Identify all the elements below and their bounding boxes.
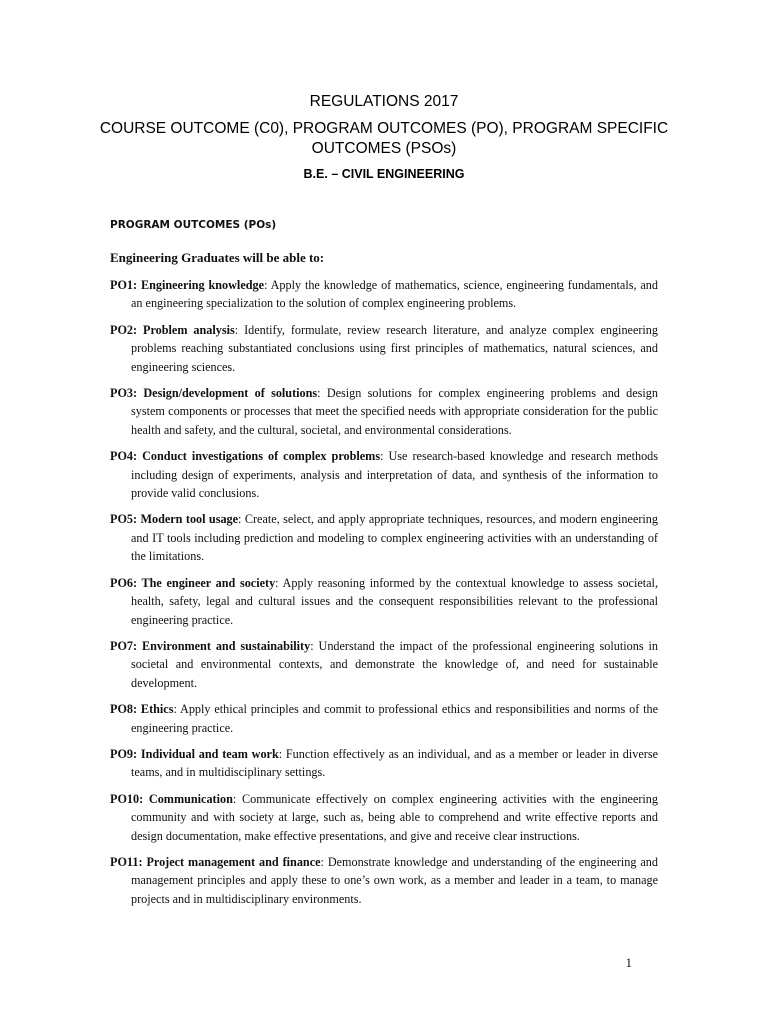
outcome-lead: PO11: Project management and finance	[110, 854, 321, 869]
program-outcome-item	[110, 574, 658, 629]
program-outcome-item	[110, 637, 658, 692]
outcome-lead: PO3: Design/development of solutions	[110, 386, 318, 401]
program-outcome-item	[110, 790, 658, 845]
outcome-text: : Demonstrate knowledge and understanding of the engineering and management principles and apply these to one’s own work, as a member and leader in a team, to manage projects and in multidisciplinary environments.	[131, 854, 658, 906]
outcome-lead: PO6: The engineer and society	[110, 575, 276, 590]
department-heading: B.E. – CIVIL ENGINEERING	[303, 167, 465, 181]
outcome-text: : Create, select, and apply appropriate techniques, resources, and modern engineering and IT tools including prediction and modeling to complex engineering activities with an understanding of the limitations.	[131, 512, 658, 564]
outcome-lead: PO5: Modern tool usage	[110, 512, 239, 527]
outcome-lead: PO1: Engineering knowledge	[110, 278, 265, 292]
outcome-text: : Communicate effectively on complex engineering activities with the engineering community and with society at large, such as, being able to comprehend and write effective reports and design documentation, make effective presentations, and give and receive clear instructions.	[131, 791, 658, 843]
program-outcome-item	[110, 745, 658, 782]
program-outcome-item	[110, 447, 658, 502]
outcome-text: : Apply the knowledge of mathematics, science, engineering fundamentals, and an engineering specialization to the solution of complex engineering problems.	[131, 278, 658, 311]
outcome-text: : Identify, formulate, review research literature, and analyze complex engineering problems reaching substantiated conclusions using first principles of mathematics, natural sciences, and engineering sciences.	[131, 322, 658, 374]
outcome-text: : Understand the impact of the professional engineering solutions in societal and environmental contexts, and demonstrate the knowledge of, and need for sustainable development.	[131, 638, 658, 690]
outcome-text: : Apply ethical principles and commit to professional ethics and responsibilities and norms of the engineering practice.	[131, 702, 659, 735]
outcome-lead: PO9: Individual and team work	[110, 746, 279, 761]
program-outcome-item	[110, 321, 658, 376]
outcome-lead: PO8: Ethics	[110, 702, 174, 717]
page-number: 1	[625, 955, 632, 970]
outcome-text: : Apply reasoning informed by the contextual knowledge to assess societal, health, safety, legal and cultural issues and the consequent responsibilities relevant to the professional engineering practice.	[131, 575, 658, 627]
outcome-lead: PO2: Problem analysis	[110, 322, 235, 337]
outcome-text: : Design solutions for complex engineering problems and design system components or processes that meet the specified needs with appropriate consideration for the public health and safety, and the cultural, societal, and environmental considerations.	[131, 386, 658, 437]
program-outcomes-list	[110, 276, 658, 916]
section-title: PROGRAM OUTCOMES (POs)	[110, 219, 277, 231]
program-outcome-item	[110, 510, 658, 565]
outcome-lead: PO10: Communication	[110, 791, 233, 806]
program-outcome-item	[110, 276, 658, 313]
program-outcome-item	[110, 700, 658, 737]
outcome-lead: PO7: Environment and sustainability	[110, 638, 311, 653]
outcome-lead: PO4: Conduct investigations of complex problems	[110, 449, 381, 464]
intro-text: Engineering Graduates will be able to:	[110, 250, 325, 265]
outcome-text: : Function effectively as an individual, and as a member or leader in diverse teams, and in multidisciplinary settings.	[131, 746, 658, 780]
program-outcome-item	[110, 384, 658, 439]
outcome-text: : Use research-based knowledge and research methods including design of experiments, analysis and interpretation of data, and synthesis of the information to provide valid conclusions.	[131, 449, 659, 501]
regulation-heading: REGULATIONS 2017	[309, 93, 459, 110]
program-outcome-item	[110, 853, 658, 908]
document-title: COURSE OUTCOME (C0), PROGRAM OUTCOMES (PO), PROGRAM SPECIFIC OUTCOMES (PSOs)	[99, 120, 669, 157]
